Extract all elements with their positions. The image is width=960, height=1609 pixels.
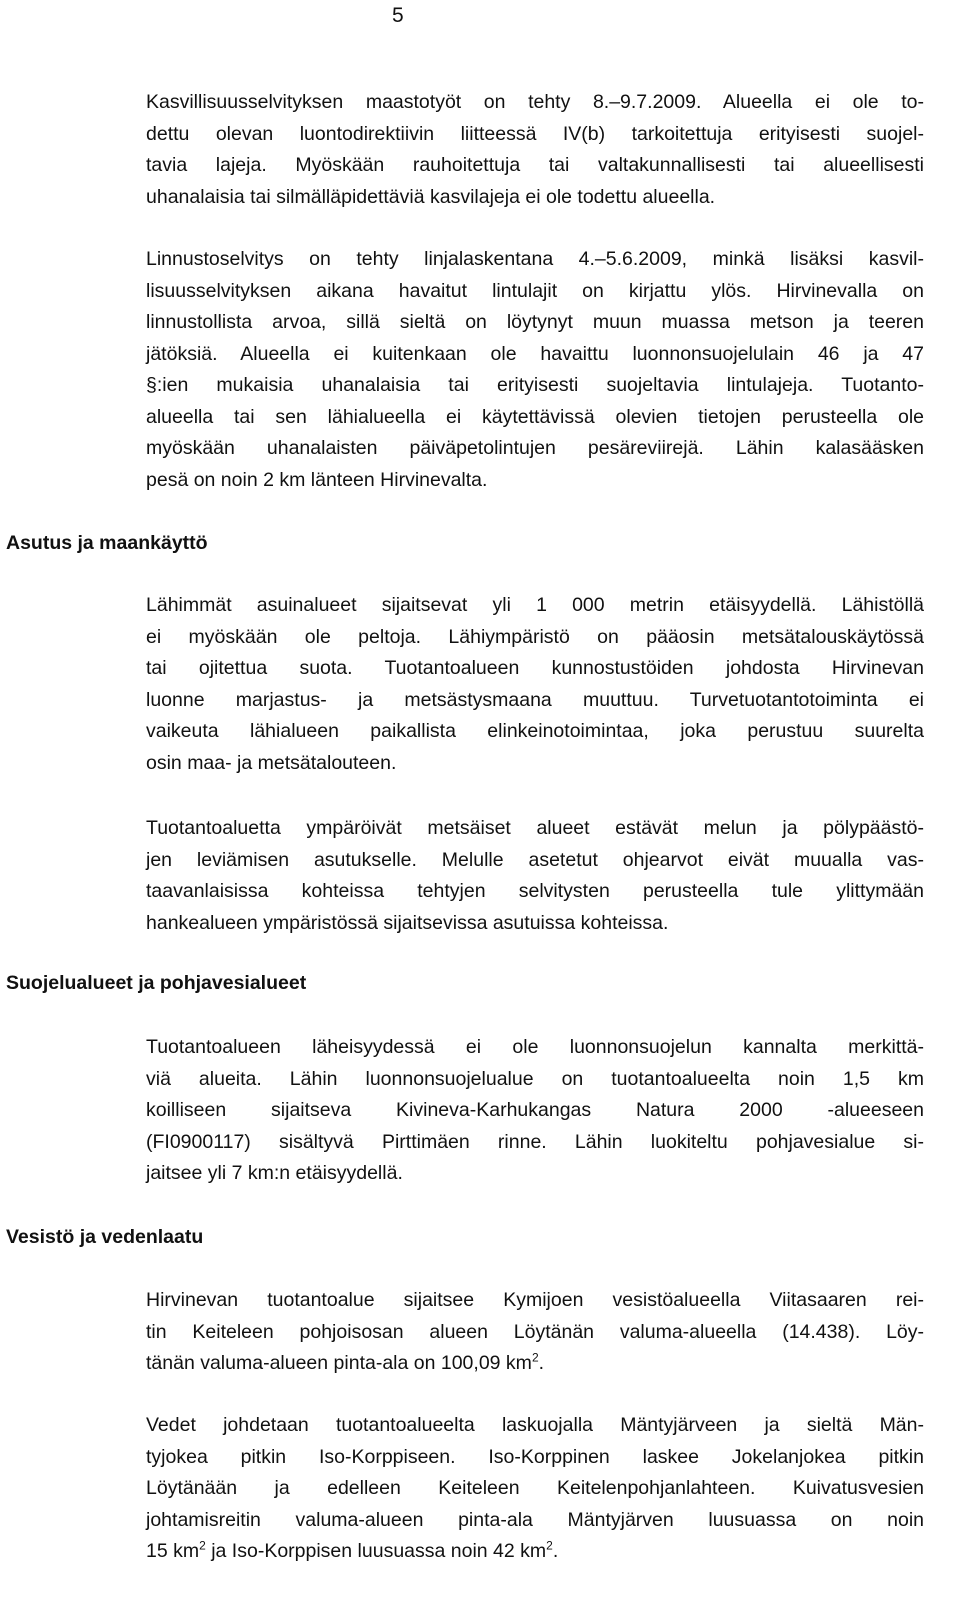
- text-line: pesä on noin 2 km länteen Hirvinevalta.: [146, 468, 488, 491]
- text-line: Linnustoselvitys on tehty linjalaskentana 4.–5.6.2009, minkä lisäksi kasvil-: [146, 248, 924, 270]
- text-line: ei myöskään ole peltoja. Lähiympäristö on pääosin metsätalouskäytössä: [146, 625, 924, 648]
- text-line: jätöksiä. Alueella ei kuitenkaan ole havaittu luonnonsuojelulain 46 ja 47: [146, 342, 924, 365]
- text-line: tai ojitettua suota. Tuotantoalueen kunnostustöiden johdosta Hirvinevan: [146, 657, 924, 679]
- page-number: 5: [392, 4, 404, 27]
- text-line: luonne marjastus- ja metsästysmaana muuttuu. Turvetuotantotoiminta ei: [146, 688, 924, 711]
- superscript: 2: [531, 1350, 539, 1365]
- paragraph-settlement: [146, 590, 924, 779]
- text-line: johtamisreitin valuma-alueen pinta-ala Mäntyjärven luusuassa on noin: [146, 1508, 924, 1531]
- superscript: 2: [199, 1538, 206, 1553]
- text-line: [146, 1348, 924, 1380]
- text-line: taavanlaisissa kohteissa tehtyjen selvitysten perusteella tule ylittymään: [146, 880, 924, 902]
- text-line: lisuusselvityksen aikana havaitut lintulajit on kirjattu ylös. Hirvinevalla on: [146, 279, 924, 302]
- text-line: Lähimmät asuinalueet sijaitsevat yli 1 000 metrin etäisyydellä. Lähistöllä: [146, 594, 924, 616]
- text-line: vaikeuta lähialueen paikallista elinkeinotoimintaa, joka perustuu suurelta: [146, 720, 924, 742]
- paragraph-birds: [146, 244, 924, 496]
- text-line: dettu olevan luontodirektiivin liitteessä IV(b) tarkoitettuja erityisesti suojel-: [146, 122, 924, 145]
- text-line: osin maa- ja metsätalouteen.: [146, 751, 397, 774]
- paragraph-watershed: [146, 1285, 924, 1380]
- text-line: Kasvillisuusselvityksen maastotyöt on tehty 8.–9.7.2009. Alueella ei ole to-: [146, 91, 924, 113]
- superscript: 2: [546, 1538, 553, 1553]
- text-line: Tuotantoaluetta ympäröivät metsäiset alueet estävät melun ja pölypäästö-: [146, 817, 924, 839]
- text-line: tavia lajeja. Myöskään rauhoitettuja tai valtakunnallisesti tai alueellisesti: [146, 154, 924, 176]
- text-line: alueella tai sen lähialueella ei käytettävissä olevien tietojen perusteella ole: [146, 405, 924, 428]
- text-line: Hirvinevan tuotantoalue sijaitsee Kymijoen vesistöalueella Viitasaaren rei-: [146, 1289, 924, 1311]
- text-line: [146, 1536, 924, 1568]
- paragraph-noise: [146, 813, 924, 939]
- text-fragment: 15 km: [146, 1540, 200, 1562]
- text-line: §:ien mukaisia uhanalaisia tai erityisesti suojeltavia lintulajeja. Tuotanto-: [146, 374, 924, 396]
- text-line: tyjokea pitkin Iso-Korppiseen. Iso-Korppinen laskee Jokelanjokea pitkin: [146, 1445, 924, 1468]
- text-line: jaitsee yli 7 km:n etäisyydellä.: [146, 1162, 403, 1184]
- text-line: Tuotantoalueen läheisyydessä ei ole luonnonsuojelun kannalta merkittä-: [146, 1036, 924, 1058]
- paragraph-drainage: [146, 1410, 924, 1568]
- text-line: linnustollista arvoa, sillä sieltä on löytynyt muun muassa metson ja teeren: [146, 311, 924, 333]
- text-fragment: tänän valuma-alueen pinta-ala on 100,09 km: [146, 1352, 532, 1374]
- paragraph-vegetation: [146, 87, 924, 213]
- text-line: hankealueen ympäristössä sijaitsevissa asutuissa kohteissa.: [146, 911, 669, 934]
- text-line: Vedet johdetaan tuotantoalueelta laskuojalla Mäntyjärveen ja sieltä Män-: [146, 1414, 924, 1436]
- text-line: myöskään uhanalaisten päiväpetolintujen pesäreviirejä. Lähin kalasääsken: [146, 437, 924, 459]
- section-heading-asutus: Asutus ja maankäyttö: [6, 532, 208, 554]
- text-line: tin Keiteleen pohjoisosan alueen Löytänän valuma-alueella (14.438). Löy-: [146, 1320, 924, 1343]
- paragraph-protected-areas: [146, 1032, 924, 1190]
- text-line: jen leviämisen asutukselle. Melulle asetetut ohjearvot eivät muualla vas-: [146, 848, 924, 871]
- text-fragment: ja Iso-Korppisen luusuassa noin 42 km: [205, 1540, 547, 1562]
- section-heading-vesisto: Vesistö ja vedenlaatu: [6, 1226, 204, 1248]
- text-fragment: .: [552, 1540, 559, 1562]
- text-line: koilliseen sijaitseva Kivineva-Karhukangas Natura 2000 -alueeseen: [146, 1099, 924, 1121]
- text-line: viä alueita. Lähin luonnonsuojelualue on tuotantoalueelta noin 1,5 km: [146, 1067, 924, 1090]
- text-fragment: .: [538, 1352, 545, 1374]
- section-heading-suojelu: Suojelualueet ja pohjavesialueet: [6, 972, 307, 994]
- text-line: Löytänään ja edelleen Keiteleen Keitelenpohjanlahteen. Kuivatusvesien: [146, 1477, 924, 1499]
- text-line: uhanalaisia tai silmälläpidettäviä kasvilajeja ei ole todettu alueella.: [146, 185, 716, 208]
- text-line: (FI0900117) sisältyvä Pirttimäen rinne. Lähin luokiteltu pohjavesialue si-: [146, 1130, 924, 1153]
